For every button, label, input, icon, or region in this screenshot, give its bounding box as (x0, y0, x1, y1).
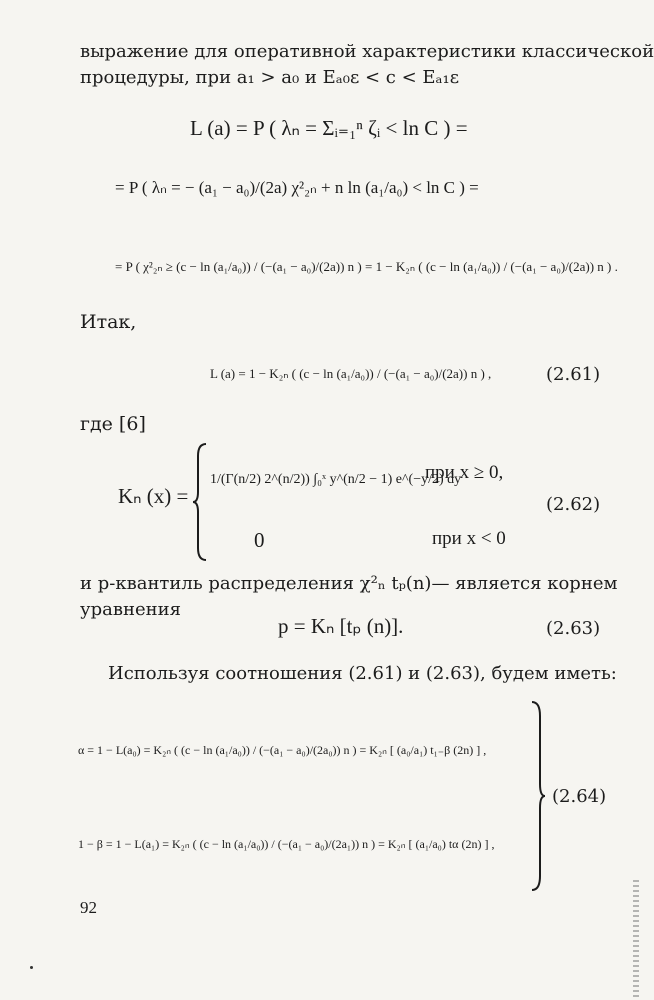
equation-number-2-62: (2.62) (546, 494, 601, 515)
page-number: 92 (80, 898, 97, 917)
equation-2-62-lhs: Kₙ (x) = (118, 484, 189, 508)
equation-l-line-1: L (a) = P ( λₙ = Σᵢ₌₁ⁿ ζᵢ < ln C ) = (190, 116, 468, 140)
gde-text: где [6] (80, 413, 146, 435)
equation-l-line-2: = P ( λₙ = − (a₁ − a₀)/(2a) χ²₂ₙ + n ln (a₁/a₀) < ln C ) = (115, 178, 479, 197)
equation-number-2-63: (2.63) (546, 618, 601, 639)
equation-number-2-64: (2.64) (552, 786, 607, 807)
itak-text: Итак, (80, 311, 137, 333)
right-brace-icon (530, 700, 546, 892)
equation-2-64-line-1: α = 1 − L(a₀) = K₂ₙ ( (c − ln (a₁/a₀)) / (−(a₁ − a₀)/(2a₀)) n ) = K₂ₙ [ (a₀/a₁) t₁₋β (2n) ] , (78, 743, 487, 757)
p-quantile-line-1: и p-квантиль распределения χ²ₙ tₚ(n)— является корнем (80, 573, 618, 594)
equation-2-62-case-1: 1/(Γ(n/2) 2^(n/2)) ∫₀ˣ y^(n/2 − 1) e^(−y/2) dy (210, 472, 462, 487)
equation-2-64-line-2: 1 − β = 1 − L(a₁) = K₂ₙ ( (c − ln (a₁/a₀)) / (−(a₁ − a₀)/(2a₁)) n ) = K₂ₙ [ (a₁/a₀) tα (2n) ] , (78, 837, 495, 851)
intro-line-2: процедуры, при a₁ > a₀ и Eₐ₀ε < c < Eₐ₁ε (80, 67, 460, 88)
equation-number-2-61: (2.61) (546, 364, 601, 385)
intro-line-1: выражение для оперативной характеристики классической (80, 41, 654, 62)
equation-2-62-cond-2: при x < 0 (432, 528, 506, 549)
equation-2-62-case-2: 0 (254, 528, 265, 552)
left-brace-icon (192, 442, 208, 562)
using-text: Используя соотношения (2.61) и (2.63), будем иметь: (108, 663, 617, 684)
equation-2-61: L (a) = 1 − K₂ₙ ( (c − ln (a₁/a₀)) / (−(a₁ − a₀)/(2a)) n ) , (210, 366, 492, 381)
equation-2-62-cond-1: при x ≥ 0, (425, 462, 504, 483)
equation-2-63: p = Kₙ [tₚ (n)]. (278, 614, 404, 638)
p-quantile-line-2: уравнения (80, 599, 181, 620)
page-edge-shadow (633, 880, 639, 1000)
equation-l-line-3: = P ( χ²₂ₙ ≥ (c − ln (a₁/a₀)) / (−(a₁ − a₀)/(2a)) n ) = 1 − K₂ₙ ( (c − ln (a₁/a₀)) / (−(a₁ − a₀)/(2a)) n ) . (115, 259, 618, 274)
margin-speck (30, 966, 33, 969)
